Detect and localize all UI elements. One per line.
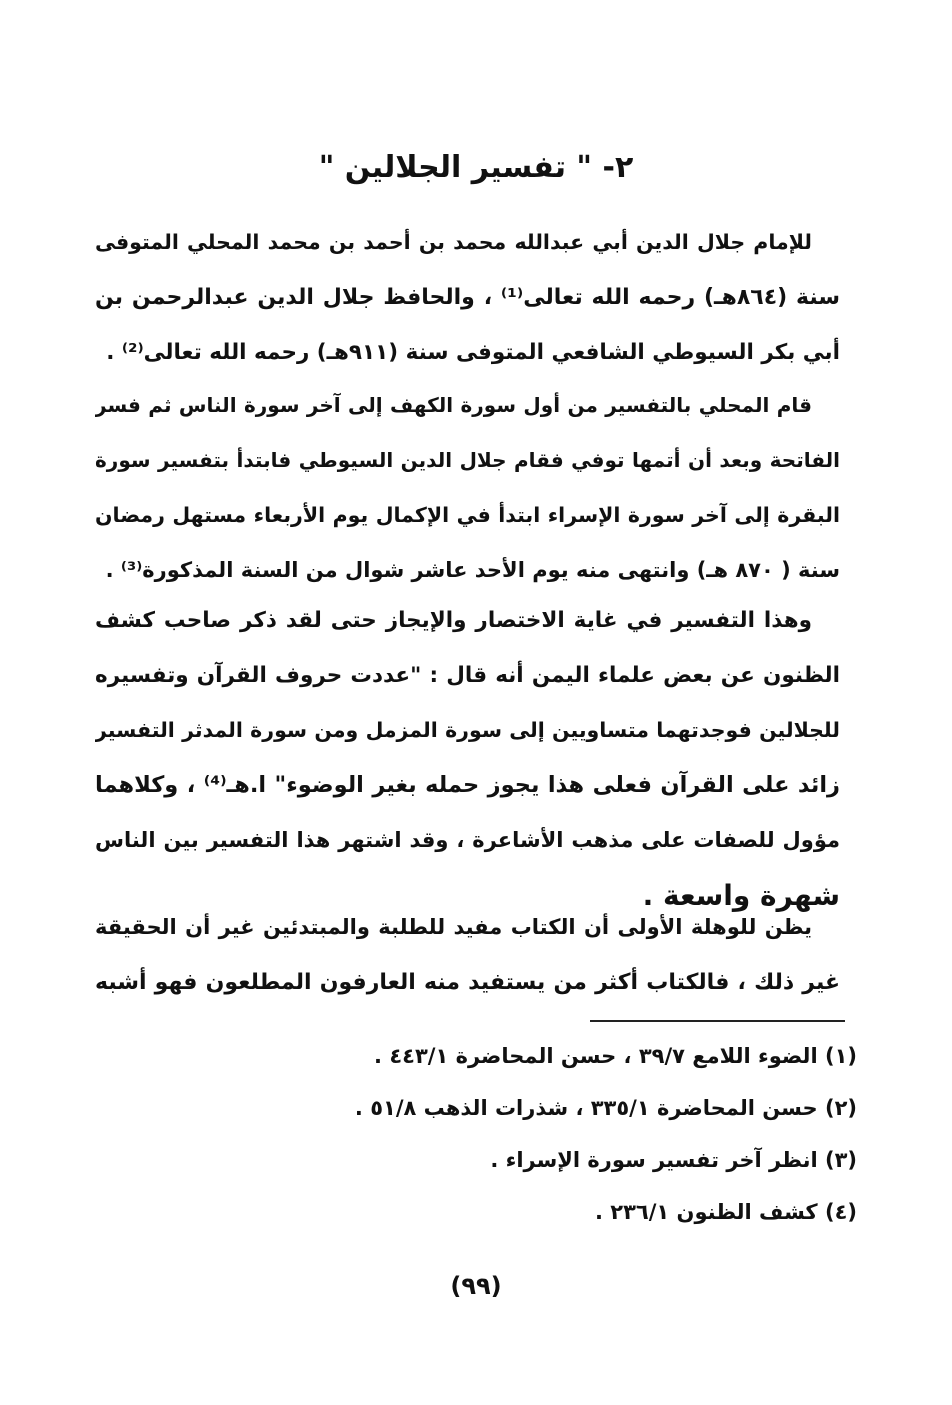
paragraph-line: مؤول للصفات على مذهب الأشاعرة ، وقد اشتهر هذا التفسير بين الناس [95, 828, 840, 852]
paragraph-line: قام المحلي بالتفسير من أول سورة الكهف إلى آخر سورة الناس ثم فسر [95, 393, 812, 417]
paragraph-line: سنة ( ٨٧٠ هـ) وانتهى منه يوم الأحد عاشر شوال من السنة المذكورة⁽³⁾ . [105, 558, 840, 582]
paragraph-line: غير ذلك ، فالكتاب أكثر من يستفيد منه العارفون المطلعون فهو أشبه [95, 970, 840, 995]
paragraph-4 [95, 900, 840, 1010]
paragraph-line: الفاتحة وبعد أن أتمها توفي فقام جلال الدين السيوطي فابتدأ بتفسير سورة [95, 448, 840, 472]
paragraph-1 [95, 215, 840, 380]
footnote-2: (٢) حسن المحاضرة ٣٣٥/١ ، شذرات الذهب ٥١/٨ . [354, 1096, 857, 1120]
paragraph-line: الظنون عن بعض علماء اليمن أنه قال : "عددت حروف القرآن وتفسيره [95, 663, 840, 688]
footnote-3: (٣) انظر آخر تفسير سورة الإسراء . [490, 1148, 857, 1172]
paragraph-line: وهذا التفسير في غاية الاختصار والإيجاز حتى لقد ذكر صاحب كشف [95, 608, 812, 633]
paragraph-line: للإمام جلال الدين أبي عبدالله محمد بن أحمد بن محمد المحلي المتوفى [95, 230, 812, 254]
paragraph-line: سنة (٨٦٤هـ) رحمه الله تعالى⁽¹⁾ ، والحافظ جلال الدين عبدالرحمن بن [95, 285, 840, 310]
paragraph-line: شهرة واسعة . [642, 879, 840, 912]
footnotes [157, 1030, 857, 1238]
footnote-separator [590, 1020, 845, 1022]
paragraph-line: زائد على القرآن فعلى هذا يجوز حمله بغير الوضوء" ا.هـ⁽⁴⁾ ، وكلاهما [95, 772, 840, 798]
paragraph-2 [95, 378, 840, 598]
footnote-4: (٤) كشف الظنون ٢٣٦/١ . [594, 1200, 857, 1224]
page-number: (٩٩) [450, 1272, 502, 1300]
footnote-1: (١) الضوء اللامع ٣٩/٧ ، حسن المحاضرة ٤٤٣/١ . [374, 1044, 857, 1068]
paragraph-line: للجلالين فوجدتهما متساويين إلى سورة المزمل ومن سورة المدثر التفسير [95, 718, 840, 742]
paragraph-3 [95, 593, 840, 923]
paragraph-line: يظن للوهلة الأولى أن الكتاب مفيد للطلبة والمبتدئين غير أن الحقيقة [95, 915, 812, 939]
section-title: ٢- " تفسير الجلالين " [318, 150, 634, 185]
paragraph-line: أبي بكر السيوطي الشافعي المتوفى سنة (٩١١هـ) رحمه الله تعالى⁽²⁾ . [106, 340, 840, 365]
paragraph-line: البقرة إلى آخر سورة الإسراء ابتدأ في الإكمال يوم الأربعاء مستهل رمضان [95, 503, 840, 527]
